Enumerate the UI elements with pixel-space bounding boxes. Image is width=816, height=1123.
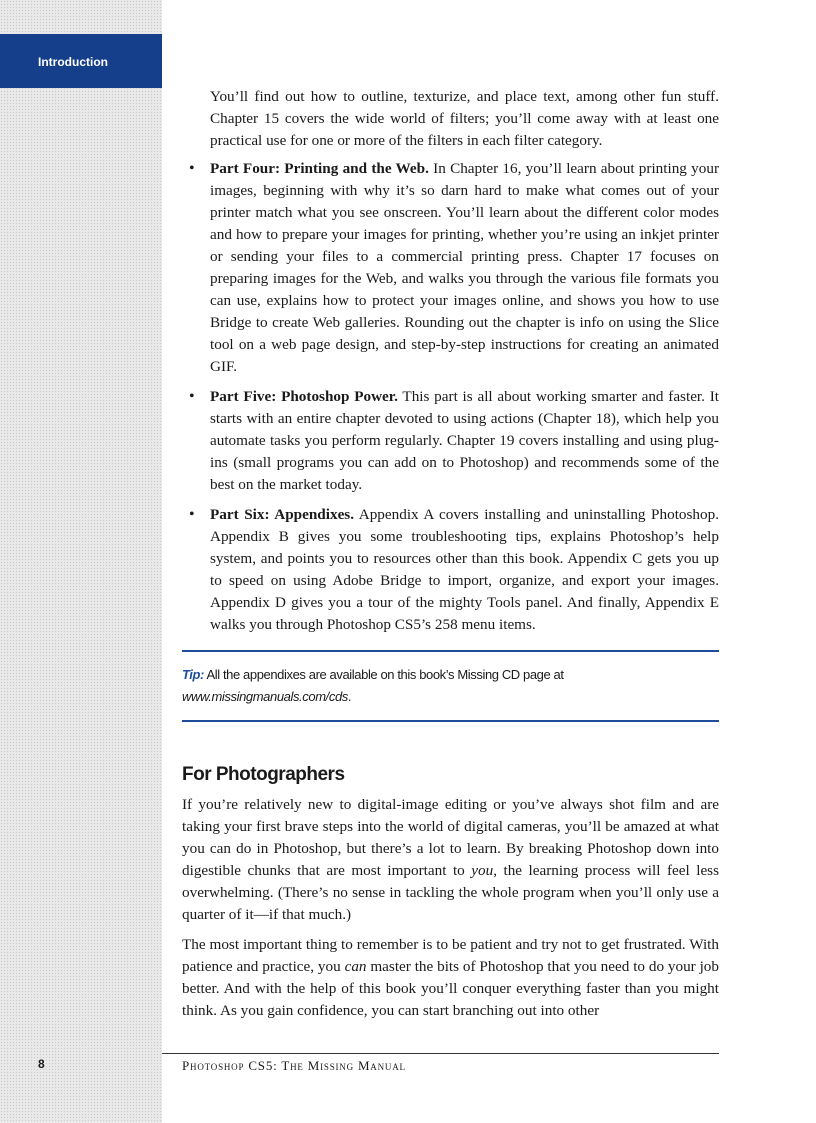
list-item-text: This part is all about working smarter and faster. It starts with an entire chapter devoted to using actions (Chapter 18), which help you automate tasks you perform regularly. Chapter 19 covers installing and using plug-ins (small programs you can add on to Photoshop) and recommends some of the best on the market today. xyxy=(210,388,719,493)
list-item-title: Part Five: Photoshop Power. xyxy=(210,388,398,405)
bullet-icon: • xyxy=(189,506,195,523)
list-item xyxy=(182,158,719,378)
list-item xyxy=(182,504,719,636)
continuation-paragraph: You’ll find out how to outline, texturize, and place text, among other fun stuff. Chapter 15 covers the wide world of filters; you’ll come away with at least one practical use for one or more of the filters in each filter category. xyxy=(210,88,719,149)
paragraph-text: master the bits of Photoshop that you need to do your job better. And with the help of this book you’ll conquer everything faster than you might think. As you gain confidence, you can start branching out into other xyxy=(182,958,719,1019)
list-item-text: In Chapter 16, you’ll learn about printing your images, beginning with why it’s so darn hard to make what comes out of your printer match what you see onscreen. You’ll learn about the different color modes and how to prepare your images for printing, whether you’re using an inkjet printer or sending your files to a commercial printing press. Chapter 17 focuses on preparing images for the Web, and walks you through the various file formats you can use, explains how to protect your images online, and shows you how to use Bridge to create Web galleries. Rounding out the chapter is info on using the Slice tool on a web page design, and step-by-step instructions for creating an animated GIF. xyxy=(210,160,720,375)
list-item xyxy=(182,386,719,496)
tip-box xyxy=(182,650,719,722)
page-sidebar xyxy=(0,0,162,1123)
body-paragraph xyxy=(182,794,719,926)
body-paragraph xyxy=(182,934,719,1022)
paragraph-text: If you’re relatively new to digital-image editing or you’ve always shot film and are taking your first brave steps into the world of digital cameras, you’ll be amazed at what you can do in Photoshop, but there’s a lot to learn. By breaking Photoshop down into digestible chunks that are most important to xyxy=(182,796,719,879)
list-item-title: Part Six: Appendixes. xyxy=(210,506,355,523)
list-item-title: Part Four: Printing and the Web. xyxy=(210,160,429,177)
paragraph-text: The most important thing to remember is to be patient and try not to get frustrated. With patience and practice, you xyxy=(182,936,719,975)
page-number: 8 xyxy=(38,1057,45,1071)
page-content xyxy=(182,86,719,1030)
tip-text: All the appendixes are available on this book’s Missing CD page at xyxy=(204,667,564,682)
paragraph-text: , the learning process will feel less overwhelming. (There’s no sense in tackling the whole program when you’ll only use a quarter of it—if that much.) xyxy=(182,862,719,923)
tip-link[interactable]: www.missingmanuals.com/cds xyxy=(182,689,348,704)
footer-divider xyxy=(162,1053,719,1054)
section-heading: For Photographers xyxy=(182,764,345,785)
emphasis-text: can xyxy=(344,958,367,975)
tip-end: . xyxy=(347,689,352,704)
tip-label: Tip: xyxy=(182,667,204,682)
chapter-tab-label: Introduction xyxy=(38,55,108,69)
list-item-text: Appendix A covers installing and uninstalling Photoshop. Appendix B gives you some troubleshooting tips, explains Photoshop’s help system, and points you to resources other than this book. Appendix C gets you up to speed on using Adobe Bridge to import, organize, and export your images. Appendix D gives you a tour of the mighty Tools panel. And finally, Appendix E walks you through Photoshop CS5’s 258 menu items. xyxy=(210,506,719,633)
emphasis-text: you xyxy=(471,862,494,879)
chapter-tab xyxy=(0,34,162,88)
bullet-icon: • xyxy=(189,388,195,405)
bullet-icon: • xyxy=(189,160,195,177)
parts-list xyxy=(182,158,719,636)
running-footer-title: Photoshop CS5: The Missing Manual xyxy=(182,1058,406,1073)
